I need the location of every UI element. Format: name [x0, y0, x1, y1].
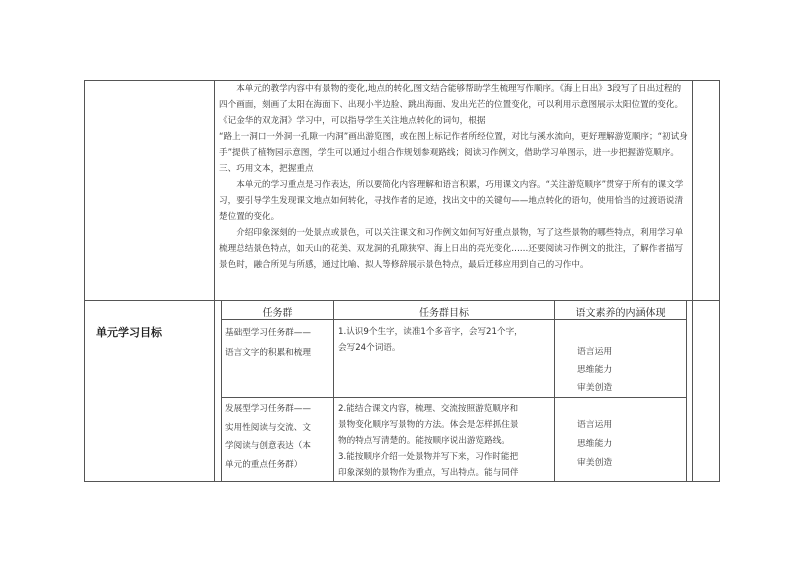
unit-goals-label: 单元学习目标 [96, 326, 162, 339]
divider-intro-goals [84, 300, 720, 301]
row1-goal-line-2: 会写24个词语。 [338, 343, 401, 353]
header-task-goal: 任务群目标 [419, 308, 469, 319]
header-literacy: 语文素养的内涵体现 [575, 308, 666, 319]
row2-literacy-2: 思维能力 [577, 439, 613, 449]
inner-table-right [686, 301, 687, 481]
row2-goal [338, 401, 552, 481]
row2-task-line-1: 发展型学习任务群—— [225, 404, 311, 414]
row1-goal-line-1: 1.认识9个生字，读准1个多音字，会写21个字， [338, 327, 523, 337]
row2-goal-line-5: 印象深刻的景物作为重点，写出特点。能与同伴 [338, 468, 519, 478]
row2-literacy-3: 审美创造 [577, 458, 613, 468]
row1-literacy-1: 语言运用 [577, 347, 613, 357]
intro-paragraph-3: 本单元的学习重点是习作表达，所以要简化内容理解和语言积累，巧用课文内容。“关注游览顺序”贯穿于所有的课文学习，要引导学生发现课文地点如何转化，寻找作者的足迹，找出文中的关键句——地点转化的语句，使用恰当的过渡语说清楚位置的变化。 [219, 180, 684, 222]
row2-literacy [577, 416, 612, 473]
row1-literacy [577, 343, 612, 397]
row2-goal-line-2: 景物变化顺序写景物的方法。体会是怎样抓住景 [338, 420, 519, 430]
row2-goal-line-1: 2.能结合课文内容，梳理、交流按照游览顺序和 [338, 404, 519, 414]
intro-paragraph-1: 本单元的教学内容中有景物的变化,地点的转化,图文结合能够帮助学生梳理写作顺序。《海上日出》3段写了日出过程的四个画面，刻画了太阳在海面下、出现小半边脸、跳出海面、发出光芒的位置变化，可以利用示意图展示太阳位置的变化。《记金华的双龙洞》学习中，可以指导学生关注地点转化的词句，根据 [219, 84, 684, 126]
row2-task [225, 400, 331, 474]
inner-col-divider-1 [333, 301, 334, 481]
inner-table-left [221, 301, 222, 481]
row1-task-line-2: 语言文字的积累和梳理 [225, 348, 311, 358]
row1-literacy-3: 审美创造 [577, 383, 613, 393]
row1-task-line-1: 基础型学习任务群—— [225, 328, 311, 338]
row2-goal-line-3: 物的特点写清楚的。能按顺序说出游览路线。 [338, 436, 510, 446]
intro-paragraph-2: “路上一洞口一外洞一孔隙一内洞”画出游览图，或在图上标记作者所经位置，对比与溪水流向，更好理解游览顺序；“初试身手”提供了植物园示意图，学生可以通过小组合作规划参观路线；阅读习作例文，借助学习单图示，进一步把握游览顺序。 [219, 132, 688, 158]
row2-task-line-3: 学阅读与创意表达（本 [225, 441, 311, 451]
intro-text-block [219, 81, 689, 273]
row1-task [225, 323, 331, 363]
row2-literacy-1: 语言运用 [577, 420, 613, 430]
row1-literacy-2: 思维能力 [577, 365, 613, 375]
inner-header-bottom [221, 319, 687, 320]
row2-task-line-2: 实用性阅读与交流、文 [225, 422, 311, 433]
table-border-right [719, 80, 720, 481]
table-border-bottom [84, 481, 720, 482]
table-border-left [84, 80, 85, 481]
section-heading: 三、巧用文本，把握重点 [219, 164, 314, 174]
divider-label-column [214, 80, 215, 481]
row2-task-line-4: 单元的重点任务群） [225, 459, 303, 470]
row1-goal [338, 324, 552, 356]
header-task-group: 任务群 [262, 308, 293, 319]
inner-col-divider-2 [554, 301, 555, 481]
row2-goal-line-4: 3.能按顺序介绍一处景物并写下来，习作时能把 [338, 452, 519, 462]
intro-paragraph-4: 介绍印象深刻的一处景点或景色，可以关注课文和习作例文如何写好重点景物，写了这些景物的哪些特点，利用学习单梳理总结景色特点，如天山的花美、双龙洞的孔隙狭窄、海上日出的亮光变化……还要阅读习作例文的批注，了解作者描写景色时，融合所见与所感，通过比喻、拟人等修辞展示景色特点，最后迁移应用到自己的习作中。 [219, 228, 684, 270]
inner-row1-bottom [221, 397, 687, 398]
divider-right-margin [692, 80, 693, 481]
